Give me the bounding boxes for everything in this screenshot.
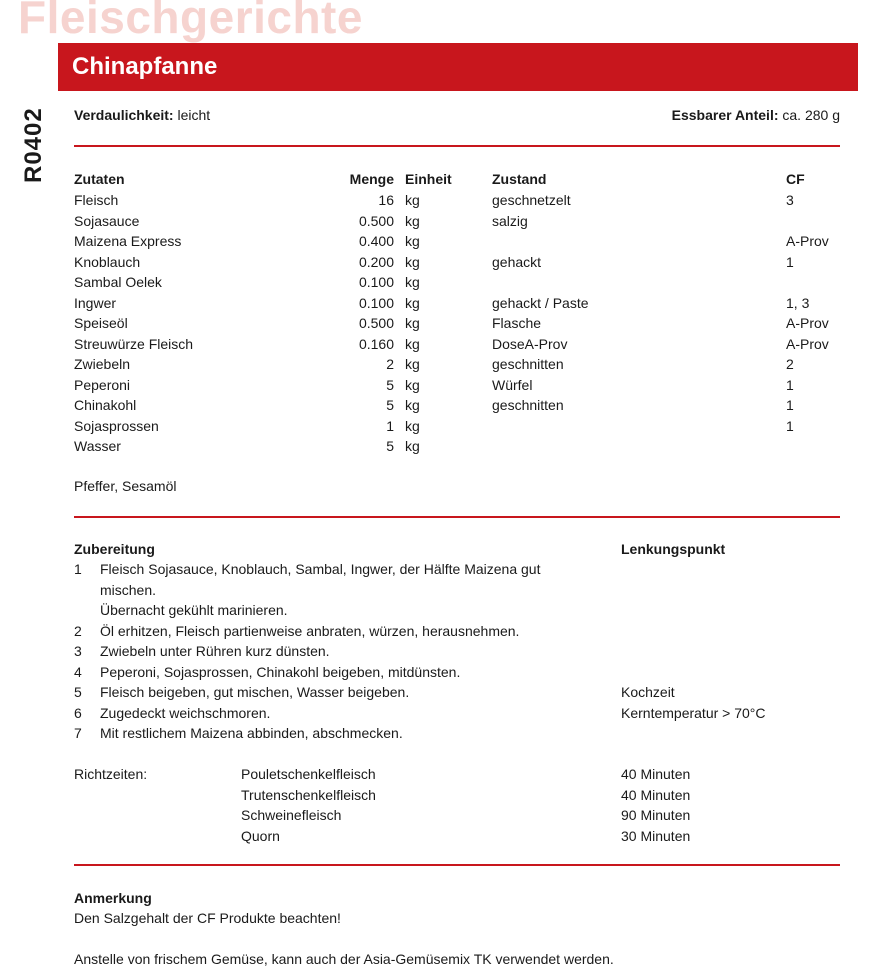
ingredient-cf: 1 bbox=[786, 376, 794, 393]
ingredient-name: Knoblauch bbox=[74, 253, 141, 270]
control-point-header: Lenkungspunkt bbox=[621, 541, 726, 557]
ingredient-state: Würfel bbox=[492, 376, 533, 393]
step-control-point: Kerntemperatur > 70°C bbox=[621, 704, 766, 721]
ingredient-name: Peperoni bbox=[74, 376, 131, 393]
ingredient-amount: 0.100 bbox=[358, 274, 394, 290]
ingredients-header-state: Zustand bbox=[492, 171, 547, 187]
ingredient-cf: 2 bbox=[786, 356, 794, 372]
category-title: Fleischgerichte bbox=[18, 0, 363, 43]
title-banner bbox=[58, 43, 858, 91]
ingredient-state: geschnitten bbox=[492, 397, 564, 413]
step-text: Zugedeckt weichschmoren. bbox=[100, 704, 271, 721]
ingredients-header-unit: Einheit bbox=[405, 171, 452, 187]
step-text: Mit restlichem Maizena abbinden, abschmecken. bbox=[100, 725, 403, 741]
ingredient-amount: 0.160 bbox=[358, 335, 394, 352]
ingredient-unit: kg bbox=[405, 212, 420, 229]
ingredient-cf: 1 bbox=[786, 253, 794, 270]
time-duration: 90 Minuten bbox=[621, 807, 691, 823]
step-number: 2 bbox=[74, 622, 82, 639]
ingredient-unit: kg bbox=[405, 315, 420, 331]
ingredient-name: Sambal Oelek bbox=[74, 274, 162, 290]
ingredient-amount: 2 bbox=[386, 356, 394, 372]
time-meat: Quorn bbox=[241, 827, 280, 844]
ingredient-cf: 1 bbox=[786, 417, 794, 434]
time-duration: 40 Minuten bbox=[621, 766, 691, 782]
ingredient-name: Zwiebeln bbox=[74, 356, 131, 372]
step-number: 3 bbox=[74, 643, 82, 659]
remarks-line: Anstelle von frischem Gemüse, kann auch der Asia-Gemüsemix TK verwendet werden. bbox=[74, 951, 614, 967]
ingredient-unit: kg bbox=[405, 438, 420, 454]
ingredient-cf: 3 bbox=[786, 192, 794, 208]
ingredient-unit: kg bbox=[405, 274, 420, 290]
ingredient-state: geschnetzelt bbox=[492, 192, 571, 208]
ingredient-cf: 1 bbox=[786, 397, 794, 413]
time-meat: Schweinefleisch bbox=[241, 807, 342, 823]
ingredient-state: geschnitten bbox=[492, 356, 564, 372]
ingredient-amount: 0.100 bbox=[358, 294, 394, 311]
time-meat: Trutenschenkelfleisch bbox=[241, 786, 376, 803]
step-text: Öl erhitzen, Fleisch partienweise anbraten, würzen, herausnehmen. bbox=[100, 622, 520, 639]
ingredient-unit: kg bbox=[405, 253, 420, 270]
step-number: 4 bbox=[74, 663, 82, 680]
remarks-header: Anmerkung bbox=[74, 890, 152, 906]
ingredient-state: Flasche bbox=[492, 315, 542, 331]
digestibility-label: Verdaulichkeit: bbox=[74, 107, 174, 123]
ingredient-unit: kg bbox=[405, 233, 420, 249]
ingredients-header-name: Zutaten bbox=[74, 171, 125, 187]
recipe-title: Chinapfanne bbox=[72, 53, 218, 80]
divider bbox=[74, 864, 840, 866]
remarks-line: Den Salzgehalt der CF Produkte beachten! bbox=[74, 910, 341, 926]
ingredient-amount: 0.500 bbox=[358, 212, 394, 229]
ingredients-header-amount: Menge bbox=[349, 171, 394, 187]
step-number: 5 bbox=[74, 684, 82, 700]
step-number: 7 bbox=[74, 725, 82, 741]
ingredient-cf: A-Prov bbox=[786, 233, 829, 249]
ingredient-amount: 5 bbox=[386, 376, 394, 393]
step-text: Fleisch Sojasauce, Knoblauch, Sambal, Ingwer, der Hälfte Maizena gut bbox=[100, 561, 541, 577]
ingredient-name: Maizena Express bbox=[74, 233, 182, 249]
ingredient-unit: kg bbox=[405, 356, 420, 372]
edible-portion bbox=[672, 105, 840, 125]
ingredient-state: salzig bbox=[492, 212, 528, 229]
step-text: Übernacht gekühlt marinieren. bbox=[100, 602, 288, 618]
divider bbox=[74, 516, 840, 518]
ingredient-state: gehackt / Paste bbox=[492, 294, 589, 311]
ingredient-amount: 5 bbox=[386, 438, 394, 454]
ingredient-amount: 16 bbox=[378, 192, 394, 208]
step-text: mischen. bbox=[100, 581, 157, 598]
step-control-point: Kochzeit bbox=[621, 684, 675, 700]
ingredient-name: Chinakohl bbox=[74, 397, 137, 413]
ingredient-state: DoseA-Prov bbox=[492, 335, 568, 352]
step-number: 6 bbox=[74, 704, 82, 721]
ingredient-cf: A-Prov bbox=[786, 315, 829, 331]
ingredient-state: gehackt bbox=[492, 253, 542, 270]
ingredient-amount: 1 bbox=[386, 417, 394, 434]
ingredient-unit: kg bbox=[405, 417, 420, 434]
times-label: Richtzeiten: bbox=[74, 766, 148, 782]
digestibility-value: leicht bbox=[177, 107, 211, 123]
time-duration: 30 Minuten bbox=[621, 827, 691, 844]
ingredient-name: Sojasauce bbox=[74, 212, 140, 229]
ingredient-name: Fleisch bbox=[74, 192, 119, 208]
ingredient-amount: 5 bbox=[386, 397, 394, 413]
divider bbox=[74, 145, 840, 147]
ingredient-unit: kg bbox=[405, 294, 420, 311]
step-text: Peperoni, Sojasprossen, Chinakohl beigeben, mitdünsten. bbox=[100, 663, 461, 680]
ingredient-cf: 1, 3 bbox=[786, 294, 810, 311]
ingredient-name: Ingwer bbox=[74, 294, 117, 311]
step-text: Zwiebeln unter Rühren kurz dünsten. bbox=[100, 643, 330, 659]
recipe-code: R0402 bbox=[20, 107, 47, 183]
ingredient-amount: 0.500 bbox=[358, 315, 394, 331]
ingredient-cf: A-Prov bbox=[786, 335, 829, 352]
ingredient-unit: kg bbox=[405, 192, 420, 208]
time-meat: Pouletschenkelfleisch bbox=[241, 766, 376, 782]
digestibility bbox=[74, 105, 210, 125]
ingredient-name: Speiseöl bbox=[74, 315, 128, 331]
ingredient-name: Streuwürze Fleisch bbox=[74, 335, 194, 352]
extra-spices: Pfeffer, Sesamöl bbox=[74, 478, 177, 494]
ingredient-name: Sojasprossen bbox=[74, 417, 159, 434]
step-text: Fleisch beigeben, gut mischen, Wasser beigeben. bbox=[100, 684, 410, 700]
ingredient-amount: 0.200 bbox=[358, 253, 394, 270]
ingredient-unit: kg bbox=[405, 376, 420, 393]
preparation-header: Zubereitung bbox=[74, 541, 155, 557]
edible-portion-value: ca. 280 g bbox=[782, 107, 840, 123]
ingredients-header-cf: CF bbox=[786, 171, 805, 187]
time-duration: 40 Minuten bbox=[621, 786, 691, 803]
ingredient-name: Wasser bbox=[74, 438, 121, 454]
ingredient-unit: kg bbox=[405, 335, 420, 352]
ingredient-unit: kg bbox=[405, 397, 420, 413]
step-number: 1 bbox=[74, 561, 82, 577]
edible-portion-label: Essbarer Anteil: bbox=[671, 107, 779, 123]
ingredient-amount: 0.400 bbox=[358, 233, 394, 249]
